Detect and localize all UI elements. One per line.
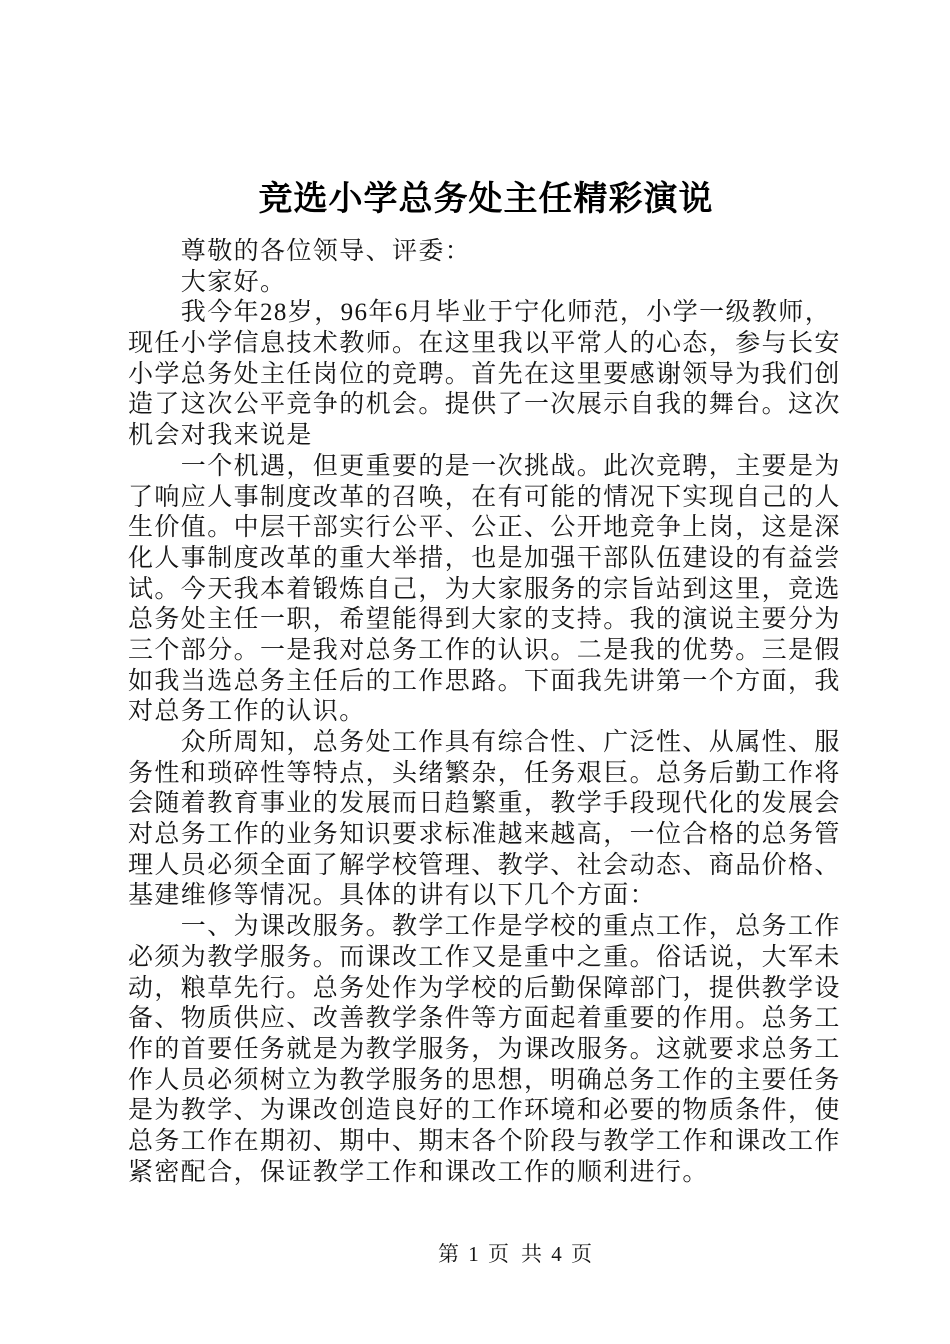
document-line: 总务处主任一职，希望能得到大家的支持。我的演说主要分为 [128, 606, 841, 634]
document-line: 动，粮草先行。总务处作为学校的后勤保障部门，提供教学设 [128, 974, 841, 1002]
document-line: 紧密配合，保证教学工作和课改工作的顺利进行。 [128, 1158, 709, 1186]
total-pages-label: 共 4 页 [521, 1242, 594, 1266]
document-line: 备、物质供应、改善教学条件等方面起着重要的作用。总务工 [128, 1005, 841, 1033]
document-line: 如我当选总务主任后的工作思路。下面我先讲第一个方面，我 [128, 667, 841, 695]
document-line: 一个机遇，但更重要的是一次挑战。此次竞聘，主要是为 [128, 452, 841, 480]
document-line: 务性和琐碎性等特点，头绪繁杂，任务艰巨。总务后勤工作将 [128, 759, 841, 787]
document-line: 理人员必须全面了解学校管理、教学、社会动态、商品价格、 [128, 851, 841, 879]
document-line: 了响应人事制度改革的召唤，在有可能的情况下实现自己的人 [128, 483, 841, 511]
document-body [128, 237, 848, 1188]
document-line: 作的首要任务就是为教学服务，为课改服务。这就要求总务工 [128, 1035, 841, 1063]
document-line: 化人事制度改革的重大举措，也是加强干部队伍建设的有益尝 [128, 544, 841, 572]
document-line: 生价值。中层干部实行公平、公正、公开地竞争上岗，这是深 [128, 514, 841, 542]
document-line: 对总务工作的认识。 [128, 698, 366, 726]
document-line: 试。今天我本着锻炼自己，为大家服务的宗旨站到这里，竞选 [128, 575, 841, 603]
document-line: 机会对我来说是 [128, 422, 313, 450]
document-line: 是为教学、为课改创造良好的工作环境和必要的物质条件，使 [128, 1097, 841, 1125]
current-page-label: 第 1 页 [438, 1242, 511, 1266]
document-line: 一、为课改服务。教学工作是学校的重点工作，总务工作 [128, 913, 841, 941]
document-line: 对总务工作的业务知识要求标准越来越高，一位合格的总务管 [128, 821, 841, 849]
document-line: 会随着教育事业的发展而日趋繁重，教学手段现代化的发展会 [128, 790, 841, 818]
document-title: 竞选小学总务处主任精彩演说 [258, 180, 714, 218]
document-line: 作人员必须树立为教学服务的思想，明确总务工作的主要任务 [128, 1066, 841, 1094]
document-line: 基建维修等情况。具体的讲有以下几个方面： [128, 882, 657, 910]
document-line: 三个部分。一是我对总务工作的认识。二是我的优势。三是假 [128, 636, 841, 664]
document-line: 众所周知，总务处工作具有综合性、广泛性、从属性、服 [128, 729, 841, 756]
document-line: 大家好。 [128, 268, 287, 296]
document-line: 我今年28岁，96年6月毕业于宁化师范，小学一级教师， [128, 299, 832, 327]
document-line: 现任小学信息技术教师。在这里我以平常人的心态，参与长安 [128, 330, 841, 358]
document-line: 必须为教学服务。而课改工作又是重中之重。俗话说，大军未 [128, 943, 841, 971]
document-line: 小学总务处主任岗位的竞聘。首先在这里要感谢领导为我们创 [128, 360, 841, 388]
document-line: 尊敬的各位领导、评委： [128, 238, 472, 265]
page-number-footer [438, 1241, 594, 1267]
document-line: 总务工作在期初、期中、期末各个阶段与教学工作和课改工作 [128, 1127, 841, 1155]
document-line: 造了这次公平竞争的机会。提供了一次展示自我的舞台。这次 [128, 391, 841, 419]
